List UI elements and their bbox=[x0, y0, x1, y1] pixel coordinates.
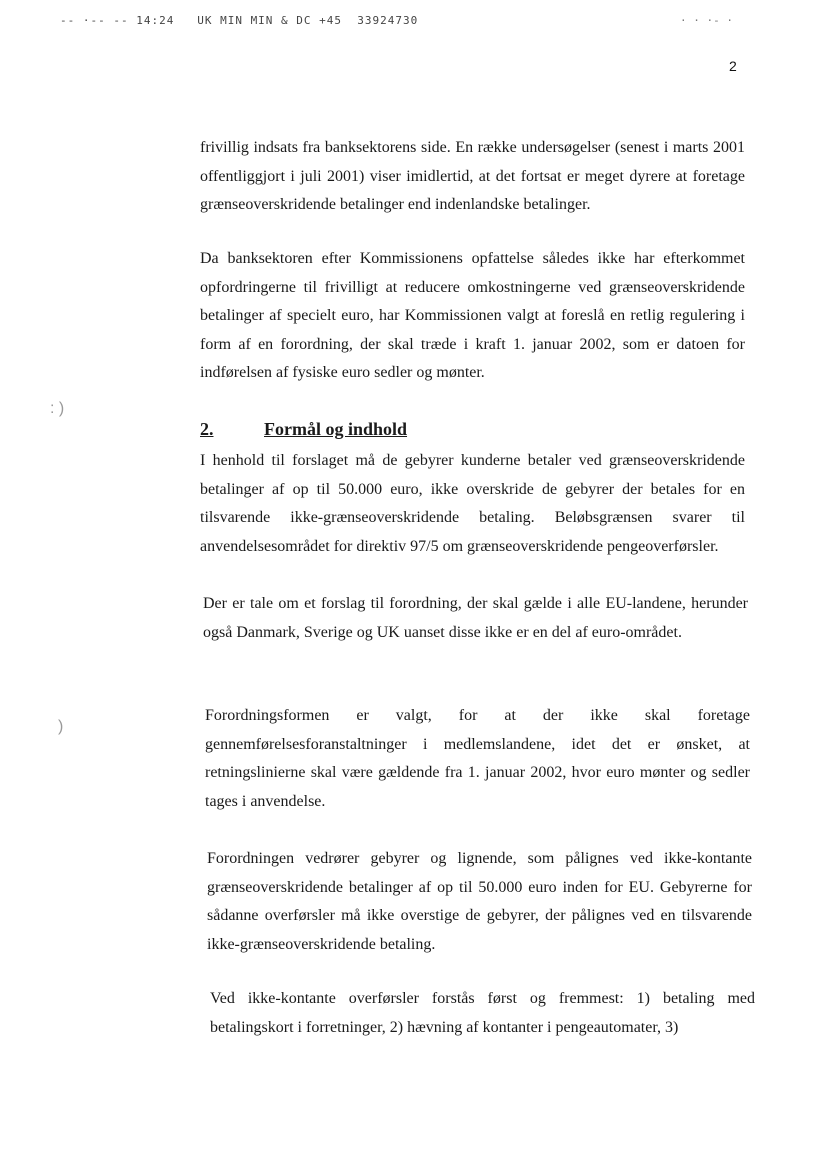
section-heading bbox=[200, 419, 407, 440]
paragraph-bank-sector-initiative: frivillig indsats fra banksektorens side. En række undersøgelser (senest i marts 2001 offentliggjort i juli 2001) viser imidlertid, at det fortsat er meget dyrere at foretage grænseoverskridende betalinger end indenlandske betalinger. bbox=[200, 139, 745, 213]
paragraph-regulation-form: Forordningsformen er valgt, for at der ikke skal foretage gennemførelsesforanstaltninger i medlemslandene, idet det er ønsket, at retningslinierne skal være gældende fra 1. januar 2002, hvor euro mønter og sedler tages i anvendelse. bbox=[205, 707, 750, 810]
section-title: Formål og indhold bbox=[264, 419, 408, 439]
paragraph-non-cash-transfers: Ved ikke-kontante overførsler forstås først og fremmest: 1) betaling med betalingskort i forretninger, 2) hævning af kontanter i pengeautomater, 3) bbox=[210, 990, 755, 1036]
paragraph-scope-countries: Der er tale om et forslag til forordning, der skal gælde i alle EU-landene, herunder også Danmark, Sverige og UK uanset disse ikke er en del af euro-området. bbox=[203, 595, 748, 641]
paragraph-fee-limit: I henhold til forslaget må de gebyrer kunderne betaler ved grænseoverskridende betalinger af op til 50.000 euro, ikke overskride de gebyrer der betales for en tilsvarende ikke-grænseoverskridende betaling. Beløbsgrænsen svarer til anvendelsesområdet for direktiv 97/5 om grænseoverskridende pengeoverførsler. bbox=[200, 452, 745, 555]
scan-artifact-mark: ) bbox=[58, 718, 64, 735]
page-number: 2 bbox=[729, 58, 737, 74]
scan-artifact-mark: : ) bbox=[50, 400, 65, 417]
paragraph-commission-regulation: Da banksektoren efter Kommissionens opfattelse således ikke har efterkommet opfordringerne til frivilligt at reducere omkostningerne ved grænseoverskridende betalinger af specielt euro, har Kommissionen valgt at foreslå en retlig regulering i form af en forordning, der skal træde i kraft 1. januar 2002, som er datoen for indførelsen af fysiske euro sedler og mønter. bbox=[200, 250, 745, 381]
fax-transmission-header: -- ·-- -- 14:24 UK MIN MIN & DC +45 33924730 bbox=[60, 14, 419, 27]
fax-page-marker: · · ·- · bbox=[680, 14, 733, 27]
paragraph-regulation-fees: Forordningen vedrører gebyrer og lignende, som pålignes ved ikke-kontante grænseoverskridende betalinger af op til 50.000 euro inden for EU. Gebyrerne for sådanne overførsler må ikke overstige de gebyrer, der pålignes ved en tilsvarende ikke-grænseoverskridende betaling. bbox=[207, 850, 752, 953]
section-number: 2. bbox=[200, 419, 214, 439]
